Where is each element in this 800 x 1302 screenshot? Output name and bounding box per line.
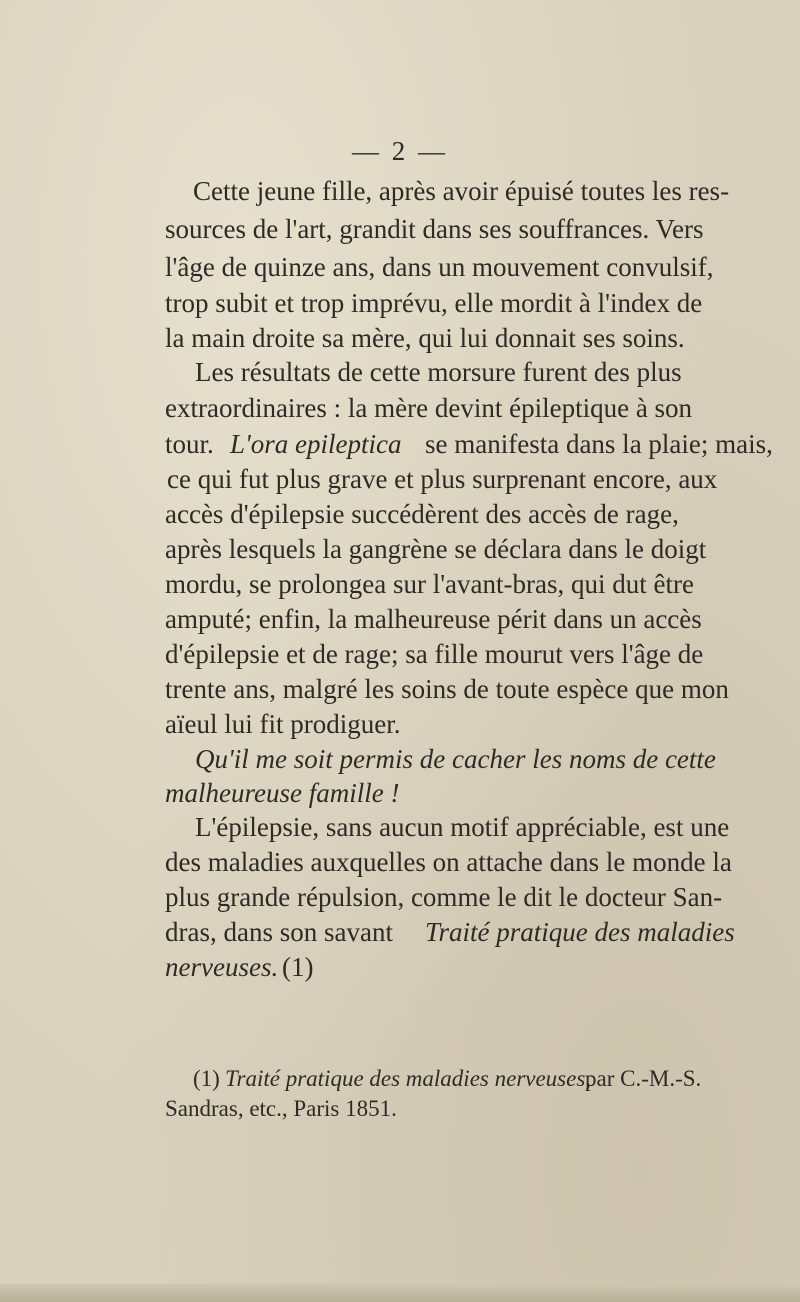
footnote-ref: (1) bbox=[282, 952, 314, 982]
italic-phrase: nerveuses. bbox=[165, 952, 279, 982]
italic-line: malheureuse famille ! bbox=[165, 778, 400, 808]
italic-phrase: Traité pratique des maladies bbox=[425, 917, 735, 947]
italic-line: Qu'il me soit permis de cacher les noms de cette bbox=[195, 744, 716, 774]
footnote-marker: (1) bbox=[193, 1066, 220, 1091]
book-page: — 2 — Cette jeune fille, après avoir épuisé toutes les res- sources de l'art, grandit dans ses souffrances. Vers l'âge de quinze ans, dans un mouvement convulsif, trop subit et trop imprévu, elle mordit à l'index de la main droite sa mère, qui lui donnait ses soins. Les résultats de cette morsure furent des plus extraordinaires : la mère devint épileptique à son tour. L'ora epileptica se manifesta dans la plaie; mais, ce qui fut plus grave et plus surprenant encore, aux accès d'épilepsie succédèrent des accès de rage, après lesquels la gangrène se déclara dans le doigt mordu, se prolongea sur l'avant-bras, qui dut être amputé; enfin, la malheureuse périt dans un accès d'épilepsie et de rage; sa fille mourut vers l'âge de trente ans, malgré les soins de toute espèce que mon aïeul lui fit prodiguer. Qu'il me soit permis de cacher les noms de cette malheureuse famille ! L'épilepsie, sans aucun motif appréciable, est une des maladies auxquelles on attache dans le monde la plus grande répulsion, comme le dit le docteur San- dras, dans son savant Traité pratique des maladies nerveuses. (1) (1) Traité pratique des maladies nerveuses, par C.-M.-S. Sandras, etc., Paris 1851. bbox=[0, 0, 800, 1302]
footnote-rest: par C.-M.-S. bbox=[585, 1066, 702, 1091]
italic-phrase: L'ora epileptica bbox=[230, 429, 402, 459]
page-number: — 2 — bbox=[352, 136, 448, 166]
page-edge bbox=[0, 1284, 800, 1302]
footnote-title: Traité pratique des maladies nerveuses, bbox=[225, 1066, 592, 1091]
